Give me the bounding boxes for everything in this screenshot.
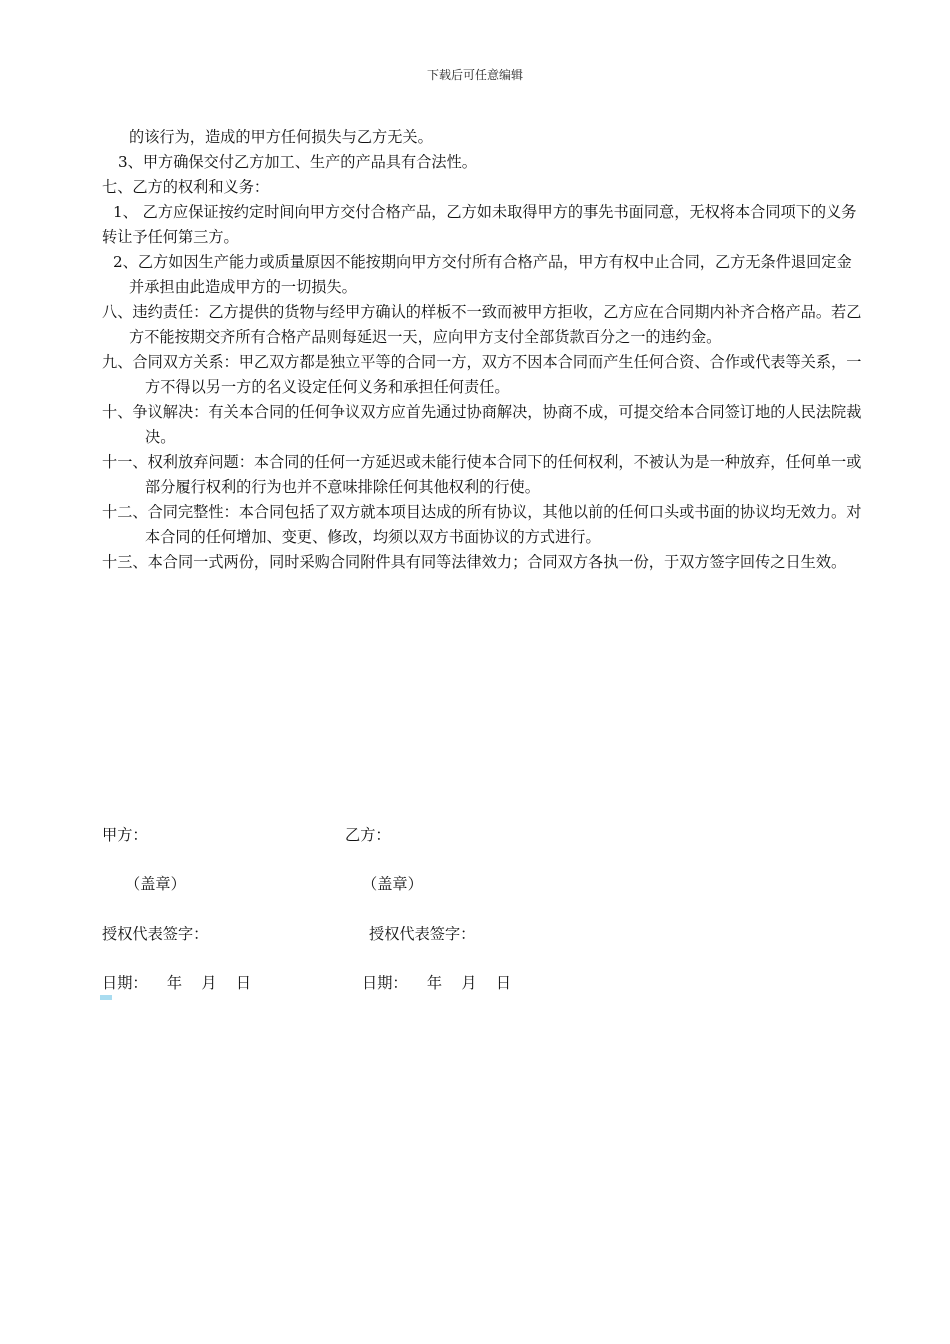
party-a-seal: （盖章）	[125, 875, 186, 893]
party-b-date: 日期： 年 月 日	[362, 974, 512, 992]
party-b-label: 乙方：	[345, 826, 391, 844]
clause-7-1: 1、 乙方应保证按约定时间向甲方交付合格产品，乙方如未取得甲方的事先书面同意，无权将本合同项下的义务转让予任何第三方。	[102, 203, 857, 246]
section-10-dispute: 十、争议解决：有关本合同的任何争议双方应首先通过协商解决，协商不成，可提交给本合同签订地的人民法院裁决。	[102, 403, 862, 446]
page-header: 下载后可任意编辑	[426, 68, 523, 82]
section-13-effect: 十三、本合同一式两份，同时采购合同附件具有同等法律效力；合同双方各执一份，于双方签字回传之日生效。	[102, 553, 847, 571]
party-b-seal: （盖章）	[362, 875, 423, 893]
section-7-heading: 七、乙方的权利和义务：	[102, 178, 270, 196]
party-a-representative: 授权代表签字：	[102, 925, 209, 943]
party-b-representative: 授权代表签字：	[369, 925, 476, 943]
selection-highlight	[100, 995, 112, 1000]
paragraph-continuation: 的该行为，造成的甲方任何损失与乙方无关。	[129, 128, 433, 146]
section-12-integrity: 十二、合同完整性：本合同包括了双方就本项目达成的所有协议，其他以前的任何口头或书面的协议均无效力。对本合同的任何增加、变更、修改，均须以双方书面协议的方式进行。	[102, 503, 862, 546]
contract-body	[102, 125, 862, 575]
section-8-breach: 八、违约责任：乙方提供的货物与经甲方确认的样板不一致而被甲方拒收，乙方应在合同期内补齐合格产品。若乙方不能按期交齐所有合格产品则每延迟一天，应向甲方支付全部货款百分之一的违约金。	[102, 303, 862, 346]
clause-7-2: 2、乙方如因生产能力或质量原因不能按期向甲方交付所有合格产品，甲方有权中止合同，乙方无条件退回定金并承担由此造成甲方的一切损失。	[113, 253, 852, 296]
clause-6-3: 3、甲方确保交付乙方加工、生产的产品具有合法性。	[118, 153, 477, 171]
party-a-date: 日期： 年 月 日	[102, 974, 252, 992]
section-9-relationship: 九、合同双方关系：甲乙双方都是独立平等的合同一方，双方不因本合同而产生任何合资、合作或代表等关系，一方不得以另一方的名义设定任何义务和承担任何责任。	[102, 353, 862, 396]
party-a-label: 甲方：	[102, 826, 148, 844]
section-11-waiver: 十一、权利放弃问题：本合同的任何一方延迟或未能行使本合同下的任何权利，不被认为是一种放弃，任何单一或部分履行权利的行为也并不意味排除任何其他权利的行使。	[102, 453, 862, 496]
